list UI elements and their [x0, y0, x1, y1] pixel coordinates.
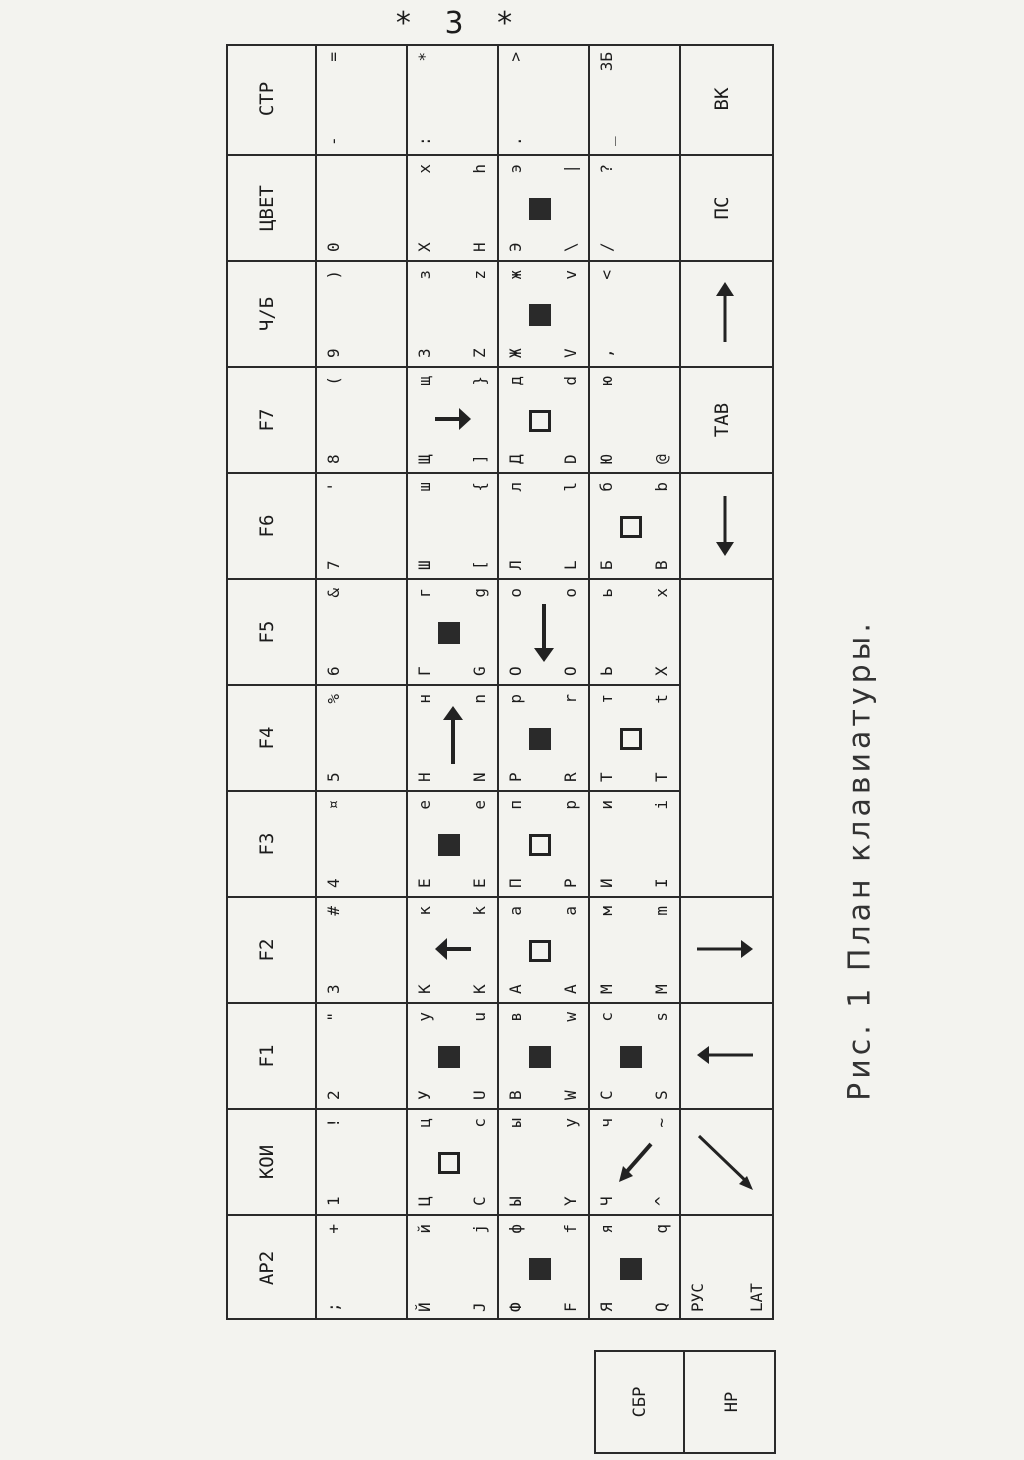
key-legend-tl: Д — [506, 454, 525, 464]
keyboard-row — [681, 44, 774, 1320]
key-legend-tr: м — [597, 906, 616, 916]
key-label: F3 — [256, 832, 278, 856]
caption-text: Рис. 1 План клавиатуры. — [842, 619, 878, 1101]
keyboard-row — [226, 44, 317, 1320]
key-legend-br: h — [470, 164, 489, 174]
key-legend-br: v — [561, 270, 580, 280]
key-legend-tl: Ш — [415, 560, 434, 570]
key-legend-tl: Щ — [415, 454, 434, 464]
key-legend-tl: 2 — [324, 1090, 343, 1100]
key-sbr[interactable] — [596, 1352, 685, 1452]
key-legend-bl: \ — [561, 242, 580, 252]
key[interactable] — [226, 896, 315, 1002]
key[interactable] — [681, 260, 774, 366]
key-legend-tl: Л — [506, 560, 525, 570]
key-legend-tr: ( — [324, 376, 343, 386]
key-label: F7 — [256, 408, 278, 432]
key-blank-area — [681, 578, 774, 684]
key[interactable] — [317, 366, 406, 472]
key-legend-tl: М — [597, 984, 616, 994]
key-legend-tl: 3 — [324, 984, 343, 994]
key[interactable] — [317, 578, 406, 684]
graphic-block-icon — [438, 834, 460, 856]
key[interactable] — [590, 472, 679, 578]
key[interactable] — [317, 896, 406, 1002]
key-legend-tl: Р — [506, 772, 525, 782]
key[interactable] — [317, 1214, 406, 1320]
key-legend-tr: э — [506, 164, 525, 174]
key-legend-tl: Х — [415, 242, 434, 252]
key[interactable] — [499, 260, 588, 366]
key-legend-tl: К — [415, 984, 434, 994]
key-legend-bl: Q — [652, 1302, 671, 1312]
key-legend-br: d — [561, 376, 580, 386]
key-legend-br: y — [561, 1118, 580, 1128]
key-legend-tr: + — [324, 1224, 343, 1234]
key-legend-br: w — [561, 1012, 580, 1022]
key-legend-br: o — [561, 588, 580, 598]
key[interactable] — [499, 790, 588, 896]
key-legend-bl: R — [561, 772, 580, 782]
key-legend-tr: с — [597, 1012, 616, 1022]
key[interactable] — [499, 366, 588, 472]
key-legend-bl: B — [652, 560, 671, 570]
key-legend-br: u — [470, 1012, 489, 1022]
key[interactable] — [499, 896, 588, 1002]
key[interactable] — [499, 1108, 588, 1214]
key-legend-br: t — [652, 694, 671, 704]
key-legend-tl: : — [415, 136, 434, 146]
key-legend-tl: Ц — [415, 1196, 434, 1206]
key-legend-tr: # — [324, 906, 343, 916]
key[interactable] — [408, 896, 497, 1002]
key-legend-tl: 4 — [324, 878, 343, 888]
key-legend-tl: 6 — [324, 666, 343, 676]
key-legend-tr: ) — [324, 270, 343, 280]
key-legend-bl: G — [470, 666, 489, 676]
key[interactable] — [317, 1002, 406, 1108]
key[interactable] — [408, 684, 497, 790]
key-legend-br: l — [561, 482, 580, 492]
key-legend-tr: ' — [324, 482, 343, 492]
key-legend-tr: " — [324, 1012, 343, 1022]
key[interactable] — [317, 44, 406, 154]
key-legend-tl: . — [506, 136, 525, 146]
key-legend-tr: щ — [415, 376, 434, 386]
key[interactable] — [681, 472, 774, 578]
key-legend-br: e — [470, 800, 489, 810]
key-legend-tr: п — [506, 800, 525, 810]
key-legend-bl: L — [561, 560, 580, 570]
key-legend-tr: я — [597, 1224, 616, 1234]
key[interactable] — [681, 1214, 774, 1320]
key[interactable] — [590, 44, 679, 154]
key-legend-bl: LAT — [747, 1283, 766, 1312]
key-legend-tr: ю — [597, 376, 616, 386]
key-legend-tr: и — [597, 800, 616, 810]
key[interactable] — [317, 472, 406, 578]
key-legend-br: ~ — [652, 1118, 671, 1128]
key[interactable] — [408, 260, 497, 366]
key-legend-tl: Й — [415, 1302, 434, 1312]
key-legend-br: q — [652, 1224, 671, 1234]
key-legend-bl: S — [652, 1090, 671, 1100]
key[interactable] — [681, 154, 774, 260]
key-legend-br: | — [561, 164, 580, 174]
key-legend-tl: П — [506, 878, 525, 888]
key-legend-tr: % — [324, 694, 343, 704]
key-legend-bl: @ — [652, 454, 671, 464]
key[interactable] — [499, 1214, 588, 1320]
key-label: ЦВЕТ — [256, 185, 278, 231]
key-sbr-label: СБР — [629, 1386, 650, 1418]
key[interactable] — [590, 1002, 679, 1108]
key-legend-tl: РУС — [688, 1283, 707, 1312]
key-nr-label: НР — [721, 1391, 742, 1413]
graphic-block-icon — [529, 198, 551, 220]
key-legend-bl: K — [470, 984, 489, 994]
key-legend-tl: 1 — [324, 1196, 343, 1206]
key-label: КОИ — [256, 1144, 278, 1180]
key-legend-tl: Э — [506, 242, 525, 252]
key[interactable] — [590, 1108, 679, 1214]
key[interactable] — [408, 1214, 497, 1320]
key-legend-tl: Ж — [506, 348, 525, 358]
key-label: TAB — [711, 402, 733, 438]
key-legend-tl: Ы — [506, 1196, 525, 1206]
key-legend-tr: з — [415, 270, 434, 280]
key-legend-tl: ; — [324, 1302, 343, 1312]
key-legend-tl: 9 — [324, 348, 343, 358]
key-legend-tr: < — [597, 270, 616, 280]
key-legend-tr: ж — [506, 270, 525, 280]
key-legend-tr: е — [415, 800, 434, 810]
key-label: ВК — [711, 87, 733, 111]
graphic-block-icon — [529, 728, 551, 750]
key-label: F6 — [256, 514, 278, 538]
key-legend-tr: ч — [597, 1118, 616, 1128]
key-legend-br: } — [470, 376, 489, 386]
key-legend-tl: _ — [597, 136, 616, 146]
key-legend-tl: В — [506, 1090, 525, 1100]
key[interactable] — [499, 472, 588, 578]
key-legend-tr: > — [506, 52, 525, 62]
key-legend-bl: N — [470, 772, 489, 782]
key[interactable] — [590, 896, 679, 1002]
key-legend-tr: б — [597, 482, 616, 492]
key[interactable] — [226, 44, 315, 154]
key-legend-bl: M — [652, 984, 671, 994]
key[interactable] — [408, 1002, 497, 1108]
key-legend-bl: P — [561, 878, 580, 888]
key[interactable] — [681, 1108, 774, 1214]
key-legend-tr: в — [506, 1012, 525, 1022]
key-label: F1 — [256, 1044, 278, 1068]
key-legend-bl: Z — [470, 348, 489, 358]
graphic-block-icon — [438, 1046, 460, 1068]
key[interactable] — [226, 1002, 315, 1108]
key-legend-bl: ] — [470, 454, 489, 464]
key[interactable] — [408, 44, 497, 154]
key[interactable] — [317, 790, 406, 896]
key[interactable] — [681, 896, 774, 1002]
key[interactable] — [408, 472, 497, 578]
key-legend-bl: J — [470, 1302, 489, 1312]
key[interactable] — [317, 154, 406, 260]
key-legend-tr: о — [506, 588, 525, 598]
key-legend-br: i — [652, 800, 671, 810]
key[interactable] — [590, 154, 679, 260]
key-legend-tl: Ф — [506, 1302, 525, 1312]
key-legend-br: j — [470, 1224, 489, 1234]
key-legend-tl: У — [415, 1090, 434, 1100]
key[interactable] — [590, 684, 679, 790]
key[interactable] — [590, 578, 679, 684]
key-legend-bl: [ — [470, 560, 489, 570]
graphic-block-icon — [620, 1046, 642, 1068]
key-legend-tr: у — [415, 1012, 434, 1022]
key-label: F5 — [256, 620, 278, 644]
figure-caption — [820, 520, 900, 1200]
key-legend-br: g — [470, 588, 489, 598]
key-legend-tr: ! — [324, 1118, 343, 1128]
key[interactable] — [499, 154, 588, 260]
key-label: ПС — [711, 196, 733, 220]
key-legend-bl: X — [652, 666, 671, 676]
key-legend-tr: а — [506, 906, 525, 916]
key[interactable] — [226, 1108, 315, 1214]
key-legend-tl: Г — [415, 666, 434, 676]
key-legend-tr: х — [415, 164, 434, 174]
key-legend-tl: Я — [597, 1302, 616, 1312]
key-legend-tr: ЗБ — [597, 52, 616, 72]
key-legend-tl: - — [324, 136, 343, 146]
key-legend-br: f — [561, 1224, 580, 1234]
key[interactable] — [226, 790, 315, 896]
key-legend-tl: Ь — [597, 666, 616, 676]
key-legend-tl: А — [506, 984, 525, 994]
key-legend-tr: ь — [597, 588, 616, 598]
key-legend-bl: Y — [561, 1196, 580, 1206]
key[interactable] — [590, 260, 679, 366]
key[interactable] — [226, 154, 315, 260]
key-label: СТР — [256, 81, 278, 117]
key-legend-tr: л — [506, 482, 525, 492]
key-legend-tl: И — [597, 878, 616, 888]
key-legend-tl: С — [597, 1090, 616, 1100]
key-legend-bl: D — [561, 454, 580, 464]
key-legend-bl: U — [470, 1090, 489, 1100]
key-legend-tr: г — [415, 588, 434, 598]
graphic-box-icon — [620, 728, 642, 750]
key[interactable] — [317, 684, 406, 790]
key-legend-tl: Ю — [597, 454, 616, 464]
key[interactable] — [681, 1002, 774, 1108]
key[interactable] — [226, 472, 315, 578]
key-legend-tr: ? — [597, 164, 616, 174]
key[interactable] — [408, 366, 497, 472]
graphic-block-icon — [620, 1258, 642, 1280]
graphic-block-icon — [529, 1258, 551, 1280]
key-legend-bl: V — [561, 348, 580, 358]
key-legend-tl: / — [597, 242, 616, 252]
key[interactable] — [226, 1214, 315, 1320]
key-blank-area — [681, 684, 774, 790]
key-legend-tl: Е — [415, 878, 434, 888]
key-label: F4 — [256, 726, 278, 750]
key[interactable] — [499, 684, 588, 790]
key-legend-bl: F — [561, 1302, 580, 1312]
key[interactable] — [499, 44, 588, 154]
key-legend-tl: 5 — [324, 772, 343, 782]
graphic-box-icon — [438, 1152, 460, 1174]
key-legend-tr: т — [597, 694, 616, 704]
keyboard-layout — [226, 44, 774, 1320]
key-legend-tl: Ч — [597, 1196, 616, 1206]
key-legend-tl: 7 — [324, 560, 343, 570]
key-legend-tr: ¤ — [324, 800, 343, 810]
key-legend-br: r — [561, 694, 580, 704]
key-legend-tl: Б — [597, 560, 616, 570]
key[interactable] — [226, 260, 315, 366]
graphic-box-icon — [529, 940, 551, 962]
key-label: АР2 — [256, 1250, 278, 1286]
graphic-box-icon — [529, 834, 551, 856]
key[interactable] — [681, 366, 774, 472]
key-legend-bl: I — [652, 878, 671, 888]
key-legend-tl: З — [415, 348, 434, 358]
key-legend-br: { — [470, 482, 489, 492]
key-legend-tl: О — [506, 666, 525, 676]
key-legend-bl: H — [470, 242, 489, 252]
key-legend-tl: 0 — [324, 242, 343, 252]
key-blank-area — [681, 790, 774, 896]
key-legend-tr: ц — [415, 1118, 434, 1128]
graphic-block-icon — [529, 1046, 551, 1068]
graphic-box-icon — [620, 516, 642, 538]
key[interactable] — [317, 1108, 406, 1214]
key-legend-tr: ш — [415, 482, 434, 492]
side-keys — [594, 1350, 776, 1454]
page-number: * 3 * — [395, 6, 525, 41]
keyboard-row — [590, 44, 681, 1320]
key-legend-bl: E — [470, 878, 489, 888]
key-legend-br: c — [470, 1118, 489, 1128]
graphic-block-icon — [438, 622, 460, 644]
key-legend-tr: к — [415, 906, 434, 916]
key-legend-bl: C — [470, 1196, 489, 1206]
key[interactable] — [408, 1108, 497, 1214]
key[interactable] — [317, 260, 406, 366]
key-legend-br: a — [561, 906, 580, 916]
key-legend-tr: ы — [506, 1118, 525, 1128]
key-legend-bl: W — [561, 1090, 580, 1100]
keyboard-row — [499, 44, 590, 1320]
key-nr[interactable] — [687, 1352, 776, 1452]
key[interactable] — [590, 366, 679, 472]
key[interactable] — [408, 154, 497, 260]
key-legend-br: n — [470, 694, 489, 704]
key-legend-br: z — [470, 270, 489, 280]
keyboard-row — [408, 44, 499, 1320]
key[interactable] — [408, 578, 497, 684]
key[interactable] — [681, 44, 774, 154]
key-legend-tr: * — [415, 52, 434, 62]
key-legend-br: k — [470, 906, 489, 916]
key-legend-br: x — [652, 588, 671, 598]
key-legend-tr: р — [506, 694, 525, 704]
key-legend-bl: T — [652, 772, 671, 782]
key-legend-br: s — [652, 1012, 671, 1022]
key-legend-br: m — [652, 906, 671, 916]
keyboard-row — [317, 44, 408, 1320]
key-legend-tr: ф — [506, 1224, 525, 1234]
key-legend-tr: & — [324, 588, 343, 598]
key[interactable] — [226, 578, 315, 684]
keyboard-grid — [226, 44, 774, 1320]
key-legend-br: p — [561, 800, 580, 810]
key[interactable] — [590, 1214, 679, 1320]
key-label: F2 — [256, 938, 278, 962]
key[interactable] — [590, 790, 679, 896]
key[interactable] — [499, 578, 588, 684]
key[interactable] — [408, 790, 497, 896]
key[interactable] — [226, 684, 315, 790]
key[interactable] — [499, 1002, 588, 1108]
graphic-box-icon — [529, 410, 551, 432]
key-legend-tr: д — [506, 376, 525, 386]
key-label: Ч/Б — [256, 296, 278, 332]
key-legend-bl: ^ — [652, 1196, 671, 1206]
key-legend-tl: , — [597, 348, 616, 358]
key-legend-tl: Т — [597, 772, 616, 782]
key-legend-tl: 8 — [324, 454, 343, 464]
key-legend-tr: = — [324, 52, 343, 62]
key-legend-tl: Н — [415, 772, 434, 782]
key[interactable] — [226, 366, 315, 472]
key-legend-tr: й — [415, 1224, 434, 1234]
graphic-block-icon — [529, 304, 551, 326]
key-legend-bl: A — [561, 984, 580, 994]
key-legend-bl: O — [561, 666, 580, 676]
key-legend-tr: н — [415, 694, 434, 704]
key-legend-br: b — [652, 482, 671, 492]
